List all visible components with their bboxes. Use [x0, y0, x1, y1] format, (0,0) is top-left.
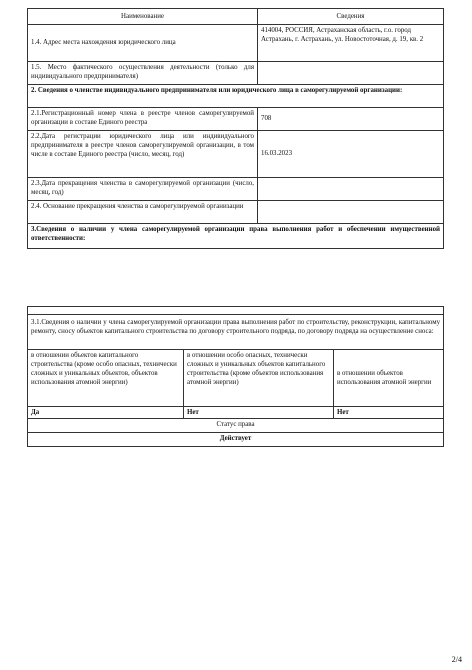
row-1-5-value	[258, 62, 444, 85]
row-2-3-label: 2.3.Дата прекращения членства в саморегулируемой организации (число, месяц, год)	[28, 178, 258, 201]
table-row	[28, 201, 444, 224]
row-2-2-label: 2.2.Дата регистрации юридического лица или индивидуального предпринимателя в реестре членов саморегулируемой организации, в том числе в составе Единого реестра (число, месяц, год)	[28, 131, 258, 178]
table-row	[28, 407, 444, 419]
row-2-4-label: 2.4. Основание прекращения членства в саморегулируемой организации	[28, 201, 258, 224]
table-row	[28, 419, 444, 433]
table-row	[28, 108, 444, 131]
table-row	[28, 315, 444, 350]
rights-col-2: в отношении особо опасных, технически сложных и уникальных объектов капитального строительства (кроме объектов использования атомной энергии)	[184, 350, 334, 407]
rights-val-2: Нет	[184, 407, 334, 419]
spacer-row	[28, 307, 444, 315]
row-1-4-value: 414004, РОССИЯ, Астраханская область, г.о. город Астрахань, г. Астрахань, ул. Новостоточная, д. 19, кв. 2	[258, 25, 444, 62]
section-title-row	[28, 85, 444, 108]
row-2-3-value	[258, 178, 444, 201]
section-2-title: 2. Сведения о членстве индивидуального предпринимателя или юридического лица в саморегулируемой организации:	[28, 85, 444, 108]
table-row	[28, 25, 444, 62]
rights-val-1: Да	[28, 407, 184, 419]
table-row	[28, 433, 444, 447]
row-1-4-label: 1.4. Адрес места нахождения юридического лица	[28, 25, 258, 62]
table-row	[28, 350, 444, 407]
table-row	[28, 62, 444, 85]
rights-col-3: в отношении объектов использования атомной энергии	[334, 350, 444, 407]
rights-val-3: Нет	[334, 407, 444, 419]
row-1-5-label: 1.5. Место фактического осуществления деятельности (только для индивидуального предпринимателя)	[28, 62, 258, 85]
table-header-row	[28, 9, 444, 25]
rights-col-1: в отношении объектов капитального строительства (кроме особо опасных, технически сложных и уникальных объектов, объектов использования атомной энергии)	[28, 350, 184, 407]
header-name: Наименование	[28, 9, 258, 25]
row-2-1-value: 708	[258, 108, 444, 131]
status-label: Статус права	[28, 419, 444, 433]
row-2-1-label: 2.1.Регистрационный номер члена в реестре членов саморегулируемой организации в составе Единого реестра	[28, 108, 258, 131]
section-title-row	[28, 224, 444, 249]
status-value: Действует	[28, 433, 444, 447]
section-3-title: 3.Сведения о наличии у члена саморегулируемой организации права выполнения работ и обеспечении имущественной ответственности:	[28, 224, 444, 249]
page-number: 2/4	[451, 655, 462, 664]
row-2-4-value	[258, 201, 444, 224]
spacer-cell	[28, 307, 444, 315]
main-table	[27, 8, 444, 249]
header-info: Сведения	[258, 9, 444, 25]
row-3-1-text: 3.1.Сведения о наличии у члена саморегулируемой организации права выполнения работ по строительству, реконструкции, капитальному ремонту, сносу объектов капитального строительства по договору строительного подряда, по договору подряда на осуществление сноса:	[28, 315, 444, 350]
table-row	[28, 131, 444, 178]
table-row	[28, 178, 444, 201]
row-2-2-value: 16.03.2023	[258, 131, 444, 178]
rights-table	[27, 306, 444, 447]
